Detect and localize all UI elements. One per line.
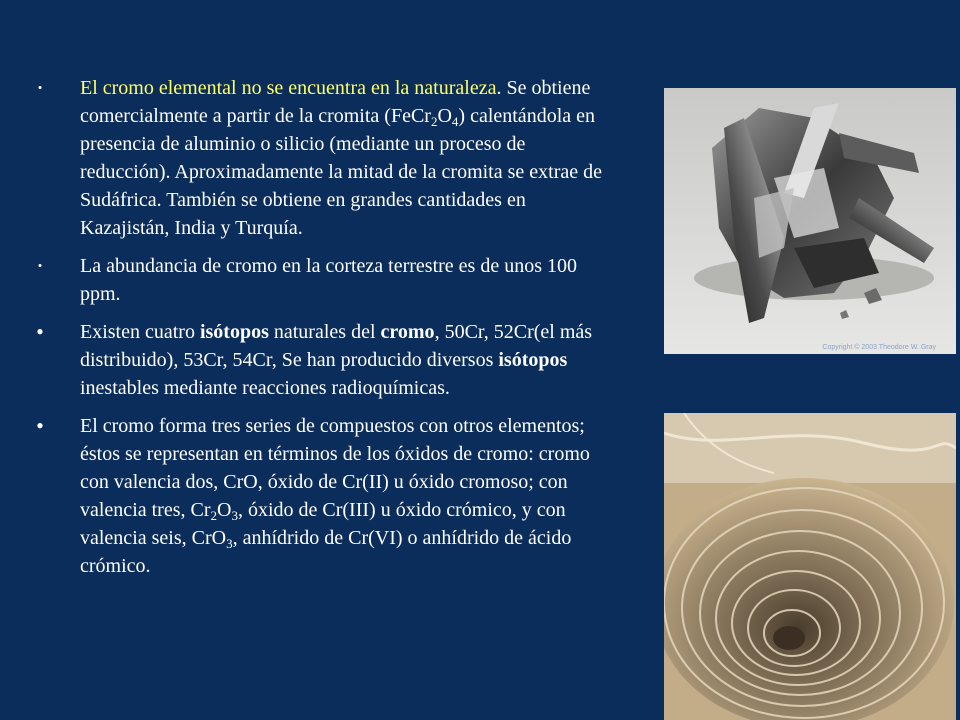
highlighted-sentence: El cromo elemental no se encuentra en la naturaleza bbox=[80, 77, 497, 99]
bullet-marker: • bbox=[37, 80, 43, 95]
bullet-list bbox=[30, 74, 612, 590]
chromium-crystals-image bbox=[664, 88, 956, 354]
bullet-marker: • bbox=[37, 258, 43, 273]
bullet-marker: • bbox=[36, 319, 44, 344]
keyword-isotopes: isótopos bbox=[199, 321, 269, 343]
keyword-isotopes: isótopos bbox=[498, 349, 568, 371]
open-pit-mine-image bbox=[664, 413, 956, 720]
keyword-chromium: cromo bbox=[380, 321, 435, 343]
bullet-isotopes: • Existen cuatro isótopos naturales del cromo, 50Cr, 52Cr(el más distribuido), 53Cr, 54Cr, Se han producido diversos isótopos inestables mediante reacciones radioquímicas. bbox=[30, 318, 612, 402]
chromium-crystals-photo bbox=[664, 88, 956, 354]
bullet-abundance: • La abundancia de cromo en la corteza terrestre es de unos 100 ppm. bbox=[30, 252, 612, 308]
copyright-credit: Copyright © 2003 Theodore W. Gray bbox=[822, 344, 936, 351]
bullet-compounds: • El cromo forma tres series de compuestos con otros elementos; éstos se representan en términos de los óxidos de cromo: cromo con valencia dos, CrO, óxido de Cr(II) u óxido cromoso; con valencia tres, $Cr_2O_3$, óxido de Cr(III) u óxido crómico, y con valencia seis, CrO$_3$, anhídrido de Cr(VI) o anhídrido de ácido crómico. bbox=[30, 412, 612, 580]
bullet-marker: • bbox=[36, 413, 44, 438]
bullet-chromium-origin: • El cromo elemental no se encuentra en la naturaleza. Se obtiene comercialmente a partir de la cromita $(FeCr_2O_4)$ calentándola en presencia de aluminio o silicio (mediante un proceso de reducción). Aproximadamente la mitad de la cromita se extrae de Sudáfrica. También se obtiene en grandes cantidades en Kazajistán, India y Turquía. bbox=[30, 74, 612, 242]
open-pit-mine-photo bbox=[664, 413, 956, 720]
